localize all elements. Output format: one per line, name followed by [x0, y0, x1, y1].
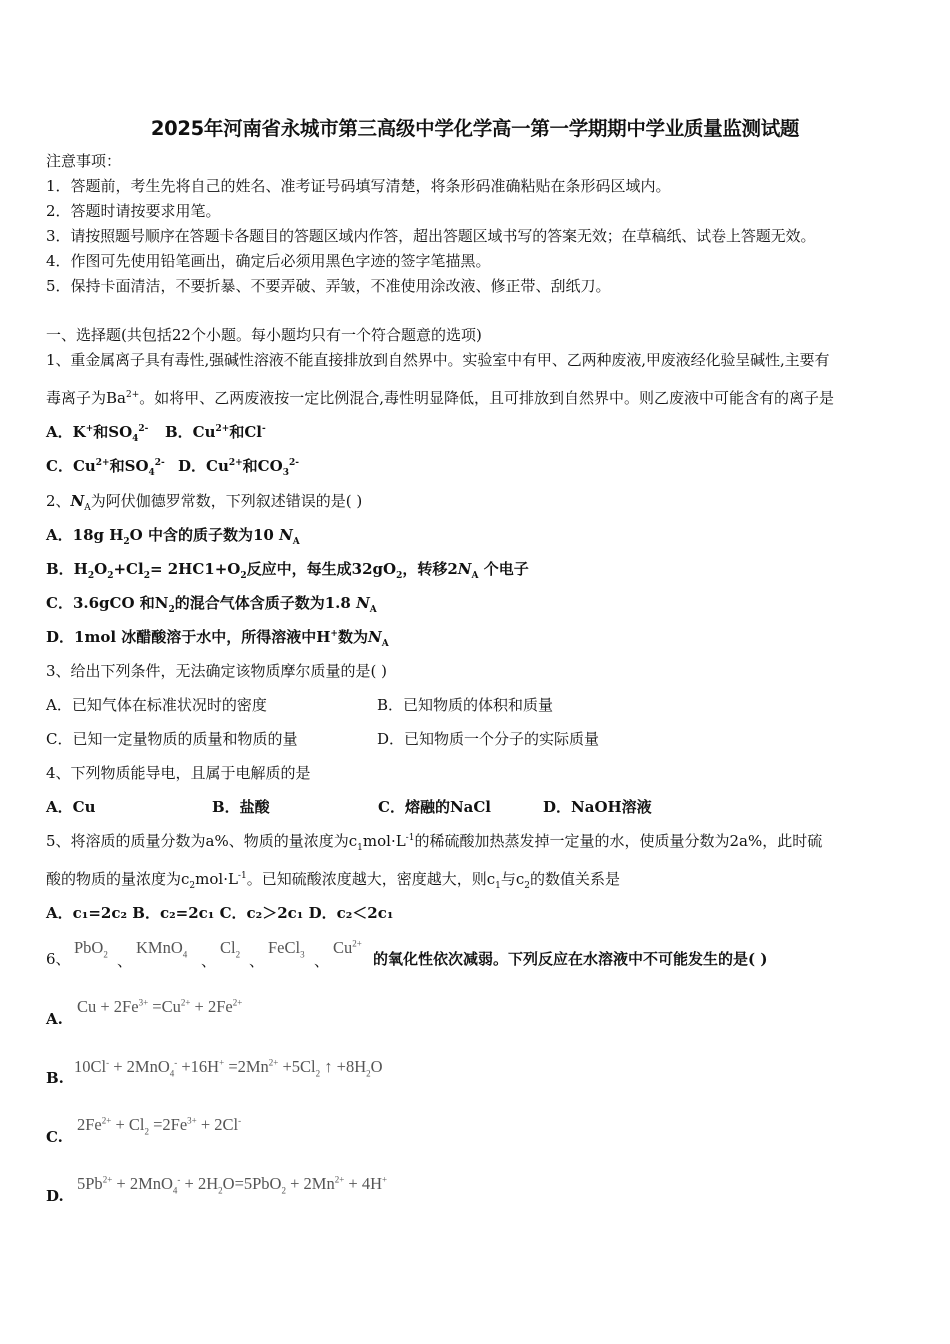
q3-stem: 3、给出下列条件，无法确定该物质摩尔质量的是( ): [46, 662, 388, 680]
q5-options[interactable]: A．c₁=2c₂ B．c₂=2c₁ C．c₂＞2c₁ D．c₂＜2c₁: [46, 904, 394, 922]
q5-stem-line1: 5、将溶质的质量分数为a%、物质的量浓度为$c_1mol\cdot L^{-1}$的稀硫酸加热蒸发掉一定量的水，使质量分数为2a%，此时硫: [46, 832, 823, 853]
q6-option-d-label[interactable]: D.: [46, 1187, 64, 1205]
q1-option-a[interactable]: A．K+和$SO_4^{2-}$: [46, 423, 149, 444]
q2-option-c[interactable]: C．3.6gCO 和$N_2$的混合气体含质子数为1.8 $N_A$: [46, 594, 377, 615]
q6-species-cl2: $Cl_2$: [220, 938, 241, 960]
notice-item: 4．作图可先使用铅笔画出，确定后必须用黑色字迹的签字笔描黑。: [46, 252, 491, 270]
q6-species-cu2: $Cu^{2+}$: [333, 938, 362, 957]
q6-separator: 、: [249, 952, 265, 970]
q6-stem: 的氧化性依次减弱。下列反应在水溶液中不可能发生的是( ): [373, 950, 768, 968]
q6-separator: 、: [201, 952, 217, 970]
q6-species-fecl3: FeCl$_3$: [268, 938, 305, 960]
q1-option-d[interactable]: D．$Cu^{2+}$和$CO_3^{2-}$: [178, 457, 299, 478]
q6-separator: 、: [117, 952, 133, 970]
q6-option-d-equation[interactable]: $5Pb^{2+} + 2MnO_4^- + 2H_2O=5PbO_2 + 2Mn^{2+} + 4H^+$: [77, 1174, 388, 1196]
q4-option-b[interactable]: B．盐酸: [212, 798, 270, 816]
q2-option-b[interactable]: B．$H_2O_2+Cl_2= 2HC1+O_2$反应中，每生成$32gO_2$，转移$2N_A$ 个电子: [46, 560, 529, 581]
q3-option-a[interactable]: A．已知气体在标准状况时的密度: [46, 696, 267, 714]
notice-item: 5．保持卡面清洁，不要折暴、不要弄破、弄皱，不准使用涂改液、修正带、刮纸刀。: [46, 277, 611, 295]
q1-stem-line2: 毒离子为$Ba^{2+}$。如将甲、乙两废液按一定比例混合,毒性明显降低，且可排放到自然界中。则乙废液中可能含有的离子是: [46, 389, 835, 407]
q3-option-d[interactable]: D．已知物质一个分子的实际质量: [377, 730, 600, 748]
q4-option-a[interactable]: A．Cu: [46, 798, 96, 816]
page-title: 2025年河南省永城市第三高级中学化学高一第一学期期中学业质量监测试题: [150, 117, 800, 140]
q4-option-d[interactable]: D．NaOH溶液: [543, 798, 652, 816]
q6-option-b-equation[interactable]: $10Cl^- + 2MnO_4^- +16H^+ =2Mn^{2+} +5Cl_2$ ↑ $+8H_2O$: [74, 1057, 383, 1079]
q6-option-a-equation[interactable]: $Cu + 2Fe^{3+} =Cu^{2+} + 2Fe^{2+}$: [77, 997, 243, 1016]
q6-option-c-equation[interactable]: $2Fe^{2+} + Cl_2 =2Fe^{3+} + 2Cl^-$: [77, 1115, 242, 1137]
q3-option-c[interactable]: C．已知一定量物质的质量和物质的量: [46, 730, 298, 748]
notice-item: 1．答题前，考生先将自己的姓名、准考证号码填写清楚，将条形码准确粘贴在条形码区域内。: [46, 177, 671, 195]
q3-option-b[interactable]: B．已知物质的体积和质量: [377, 696, 554, 714]
q2-option-d[interactable]: D．1mol 冰醋酸溶于水中，所得溶液中H+数为$N_A$: [46, 628, 389, 649]
q6-species-pbo2: PbO$_2$: [74, 938, 108, 960]
q1-stem-line1: 1、重金属离子具有毒性,强碱性溶液不能直接排放到自然界中。实验室中有甲、乙两种废液,甲废液经化验呈碱性,主要有: [46, 351, 830, 369]
q6-separator: 、: [314, 952, 330, 970]
q6-option-a-label[interactable]: A.: [46, 1010, 63, 1028]
section-heading: 一、选择题(共包括22个小题。每小题均只有一个符合题意的选项): [46, 326, 482, 344]
q5-stem-line2: 酸的物质的量浓度为$c_2mol\cdot L^{-1}$。已知硫酸浓度越大，密度越大，则$c_1$与$c_2$的数值关系是: [46, 870, 620, 891]
notice-heading: 注意事项：: [46, 152, 122, 170]
q6-species-kmno4: KMnO$_4$: [136, 938, 188, 960]
q6-number: 6、: [46, 950, 71, 968]
q2-stem: 2、$N_A$为阿伏伽德罗常数，下列叙述错误的是( ): [46, 492, 363, 513]
q4-option-c[interactable]: C．熔融的NaCl: [378, 798, 492, 816]
q1-option-c[interactable]: C．$Cu^{2+}$和$SO_4^{2-}$: [46, 457, 165, 478]
notice-item: 3．请按照题号顺序在答题卡各题目的答题区域内作答，超出答题区域书写的答案无效；在草稿纸、试卷上答题无效。: [46, 227, 816, 245]
q4-stem: 4、下列物质能导电，且属于电解质的是: [46, 764, 311, 782]
q1-option-b[interactable]: B．$Cu^{2+}$和Cl-: [165, 423, 266, 441]
notice-item: 2．答题时请按要求用笔。: [46, 202, 221, 220]
q2-option-a[interactable]: A．18g $H_2O$ 中含的质子数为10 $N_A$: [46, 526, 300, 547]
q6-option-c-label[interactable]: C.: [46, 1128, 63, 1146]
q6-option-b-label[interactable]: B.: [46, 1069, 64, 1087]
